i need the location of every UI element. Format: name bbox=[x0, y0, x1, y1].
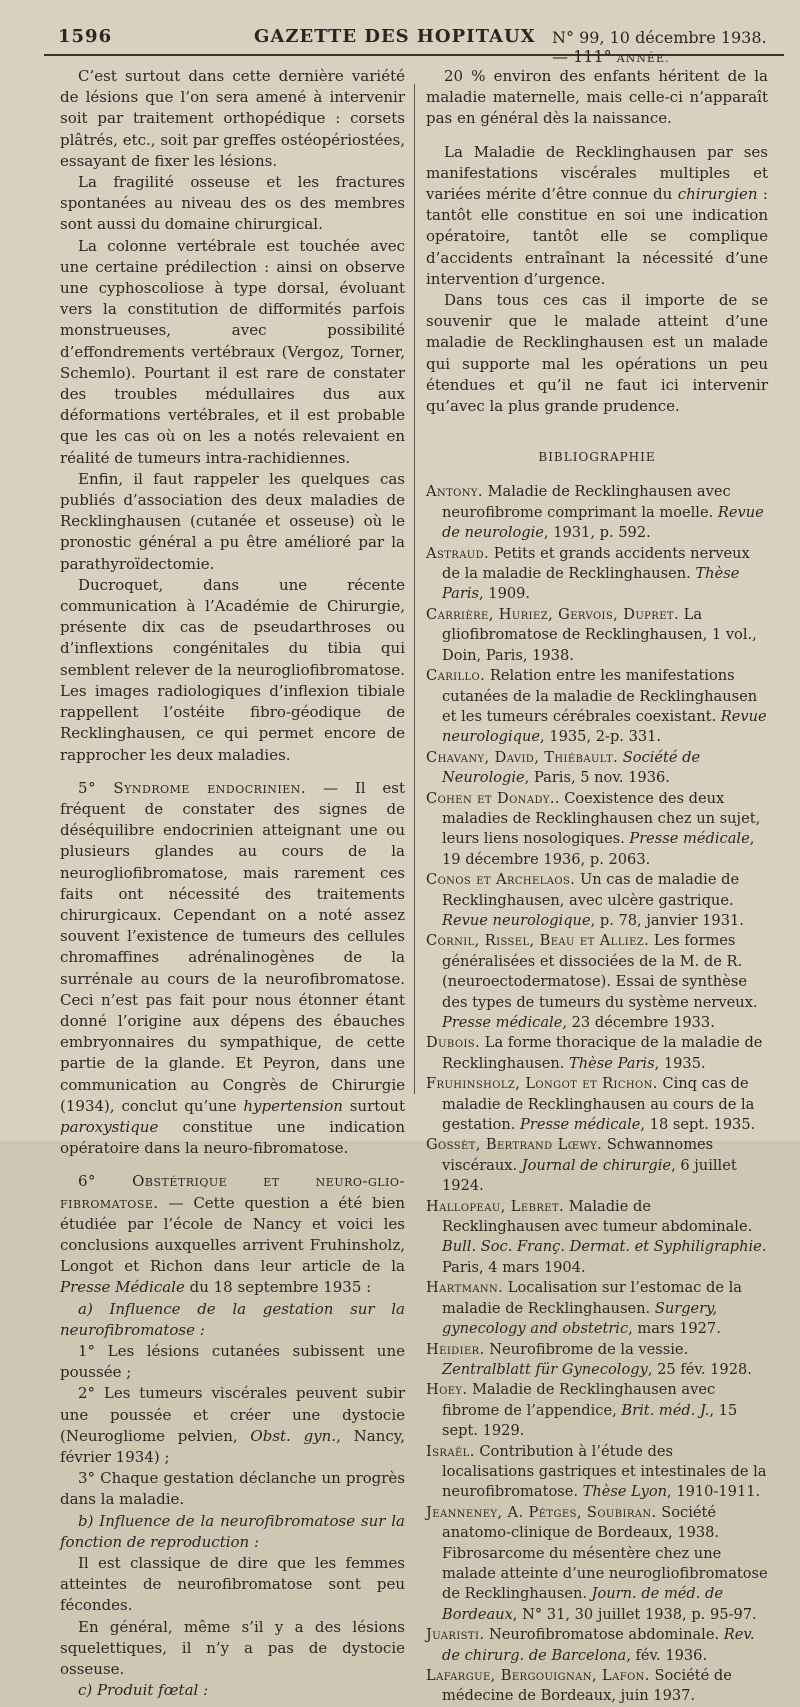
bibliography-entry: Conos et Archelaos. Un cas de maladie de Recklinghausen, avec ulcère gastrique. Revue neurologique, p. 78, janvier 1931. bbox=[426, 871, 744, 929]
paragraph: La colonne vertébrale est touchée avec une certaine prédilection : ainsi on observe une cyphoscoliose à type dorsal, évoluant vers la constitution de difformités parfois monstrueuses, avec possibilité d’effondrements vertébraux (Vergoz, Torner, Schemlo). Pourtant il est rare de constater des troubles médullaires dus aux déformations vertébrales, et il est probable que les cas où on les a notés relevaient en réalité de tumeurs intra-rachidiennes. bbox=[60, 236, 405, 467]
subsection-heading: a) Influence de la gestation sur la neurofibromatose : bbox=[60, 1299, 405, 1339]
bibliography-entry: Carrière, Huriez, Gervois, Dupret. La gliofibromatose de Recklinghausen, 1 vol., Doin, Paris, 1938. bbox=[426, 605, 757, 664]
right-column bbox=[426, 66, 768, 1707]
section-obstetric: 6° Obstétrique et neuro-glio-fibromatose. — Cette question a été bien étudiée par l’école de Nancy et voici les conclusions auxquelles arrivent Fruhinsholz, Longot et Richon dans leur article de la Presse Médicale du 18 septembre 1935 : bbox=[60, 1172, 405, 1297]
paragraph: Il est classique de dire que les femmes atteintes de neurofibromatose sont peu fécondes. bbox=[60, 1554, 405, 1615]
bibliography-entry: Lafargue, Bergouignan, Lafon. Société de médecine de Bordeaux, juin 1937. bbox=[426, 1667, 732, 1705]
column-divider bbox=[414, 84, 415, 1094]
paragraph: La fragilité osseuse et les fractures spontanées au niveau des os des membres sont aussi du domaine chirurgical. bbox=[60, 173, 405, 234]
paragraph: C’est surtout dans cette dernière variété de lésions que l’on sera amené à intervenir soit par traitement orthopédique : corsets plâtrés, etc., soit par greffes ostéopériostées, essayant de fixer les lésions. bbox=[60, 67, 405, 170]
bibliography-entry: Dubois. La forme thoracique de la maladie de Recklinghausen. Thèse Paris, 1935. bbox=[426, 1034, 763, 1072]
bibliography-entry: Jeanneney, A. Pétges, Soubiran. Société anatomo-clinique de Bordeaux, 1938. Fibrosarcome du mésentère chez une malade atteinte d’une neurogliofibromatose de Recklinghausen. Journ. de méd. de Bordeaux, N° 31, 30 juillet 1938, p. 95-97. bbox=[426, 1503, 768, 1623]
bibliography-entry: Hoey. Maladie de Recklinghausen avec fibrome de l’appendice, Brit. méd. J., 15 sept. 1929. bbox=[426, 1381, 738, 1440]
bibliography-entry: Antony. Maladie de Recklinghausen avec neurofibrome comprimant la moelle. Revue de neurologie, 1931, p. 592. bbox=[426, 483, 764, 542]
bibliography-entry: Israël. Contribution à l’étude des localisations gastriques et intestinales de la neurofibromatose. Thèse Lyon, 1910-1911. bbox=[426, 1442, 767, 1501]
bibliography-entry: Gossèt, Bertrand Lœwy. Schwannomes viscéraux. Journal de chirurgie, 6 juillet 1924. bbox=[426, 1136, 737, 1195]
bibliography-list bbox=[426, 482, 768, 1706]
subsection-heading: b) Influence de la neurofibromatose sur la fonction de reproduction : bbox=[60, 1511, 405, 1551]
bibliography-entry: Hallopeau, Lebret. Maladie de Recklinghausen avec tumeur abdominale. Bull. Soc. Franç. Dermat. et Syphiligraphie. Paris, 4 mars 1904. bbox=[426, 1197, 767, 1276]
bibliography-entry: Juaristi. Neurofibromatose abdominale. Rev. de chirurg. de Barcelona, fév. 1936. bbox=[426, 1626, 755, 1664]
bibliography-entry: Astraud. Petits et grands accidents nerveux de la maladie de Recklinghausen. Thèse Paris, 1909. bbox=[426, 544, 750, 603]
section-heading: 5° Syndrome endocrinien. bbox=[78, 778, 307, 797]
paragraph: Ducroquet, dans une récente communication à l’Académie de Chirurgie, présente dix cas de pseudarthroses ou d’inflextions congénitales du tibia qui semblent relever de la neurogliofibromatose. Les images radiologiques d’inflexion tibiale rappellent l’ostéite fibro-géodique de Recklinghausen, ce qui permet encore de rapprocher les deux maladies. bbox=[60, 575, 405, 764]
paragraph: Enfin, il faut rappeler les quelques cas publiés d’association des deux maladies de Recklinghausen (cutanée et osseuse) où le pronostic général a pu être amélioré par la parathyroïdectomie. bbox=[60, 469, 405, 573]
issue-year-label: ANNÉE. bbox=[616, 52, 670, 65]
paragraph: 20 % environ des enfants héritent de la maladie maternelle, mais celle-ci n’apparaît pas en général dès la naissance. bbox=[426, 67, 768, 128]
bibliography-entry: Chavany, David, Thiébault. Société de Neurologie, Paris, 5 nov. 1936. bbox=[426, 748, 701, 787]
bibliography-entry: Heidier. Neurofibrome de la vessie. Zentralblatt für Gynecology, 25 fév. 1928. bbox=[426, 1340, 752, 1378]
paragraph: La Maladie de Recklinghausen par ses manifestations viscérales multiples et variées mérite d’être connue du chirurgien : tantôt elle constitue en soi une indication opératoire, tantôt elle se complique d’accidents entraînant la nécessité d’une intervention d’urgence. bbox=[426, 142, 768, 288]
page-number: 1596 bbox=[58, 26, 113, 47]
journal-title: GAZETTE DES HOPITAUX bbox=[254, 26, 536, 47]
issue-info bbox=[552, 28, 784, 66]
section-heading: 6° Obstétrique et neuro-glio-fibromatose. bbox=[60, 1172, 405, 1212]
issue-main: N° 99, 10 décembre 1938. — 111° bbox=[552, 28, 767, 66]
bibliography-entry: Cohen et Donady.. Coexistence des deux maladies de Recklinghausen chez un sujet, leurs liens nosologiques. Presse médicale, 19 décembre 1936, p. 2063. bbox=[426, 789, 761, 868]
bibliography-entry: Hartmann. Localisation sur l’estomac de la maladie de Recklinghausen. Surgery, gynecology and obstetric, mars 1927. bbox=[426, 1279, 742, 1338]
section-endocrine: 5° Syndrome endocrinien. — Il est fréquent de constater des signes de déséquilibre endocrinien atteignant une ou plusieurs glandes au cours de la neurogliofibromatose, mais rarement ces faits ont nécessité des traitements chirurgicaux. Cependant on a noté assez souvent l’existence de tumeurs des cellules chromaffines adrénalinogènes de la surrénale au cours de la neurofibromatose. Ceci n’est pas fait pour nous étonner étant donné l’origine aux dépens des ébauches embryonnaires du sympathique, de cette partie de la glande. Et Peyron, dans une communication au Congrès de Chirurgie (1934), conclut qu’une hypertension surtout paroxystique constitue une indication opératoire dans la neuro-fibromatose. bbox=[60, 778, 405, 1158]
page-header bbox=[44, 24, 784, 66]
list-item: 1° Les lésions cutanées subissent une poussée ; bbox=[60, 1341, 405, 1382]
list-item: 3° Chaque gestation déclanche un progrès dans la maladie. bbox=[60, 1469, 405, 1509]
paragraph: Dans tous ces cas il importe de se souvenir que le malade atteint d’une maladie de Recklinghausen est un malade qui supporte mal les opérations un peu étendues et qu’il ne faut ici intervenir qu’avec la plus grande prudence. bbox=[426, 291, 768, 416]
subsection-heading: c) Produit fœtal : bbox=[78, 1681, 209, 1700]
paragraph: En général, même s’il y a des lésions squelettiques, il n’y a pas de dystocie osseuse. bbox=[60, 1617, 405, 1679]
bibliography-entry: Carillo. Relation entre les manifestations cutanées de la maladie de Recklinghausen et les tumeurs cérébrales coexistant. Revue neurologique, 1935, 2-p. 331. bbox=[426, 667, 767, 746]
bibliography-title: BIBLIOGRAPHIE bbox=[538, 450, 656, 465]
bibliography-entry: Fruhinsholz, Longot et Richon. Cinq cas de maladie de Recklinghausen au cours de la gestation. Presse médicale, 18 sept. 1935. bbox=[426, 1075, 756, 1134]
list-item: 2° Les tumeurs viscérales peuvent subir une poussée et créer une dystocie (Neurogliome pelvien, Obst. gyn., Nancy, février 1934) ; bbox=[60, 1384, 406, 1466]
bibliography-entry: Cornil, Rissel, Beau et Alliez. Les formes généralisées et dissociées de la M. de R. (neuroectodermatose). Essai de synthèse des types de tumeurs du système nerveux. Presse médicale, 23 décembre 1933. bbox=[426, 932, 758, 1032]
left-column bbox=[60, 66, 405, 1701]
